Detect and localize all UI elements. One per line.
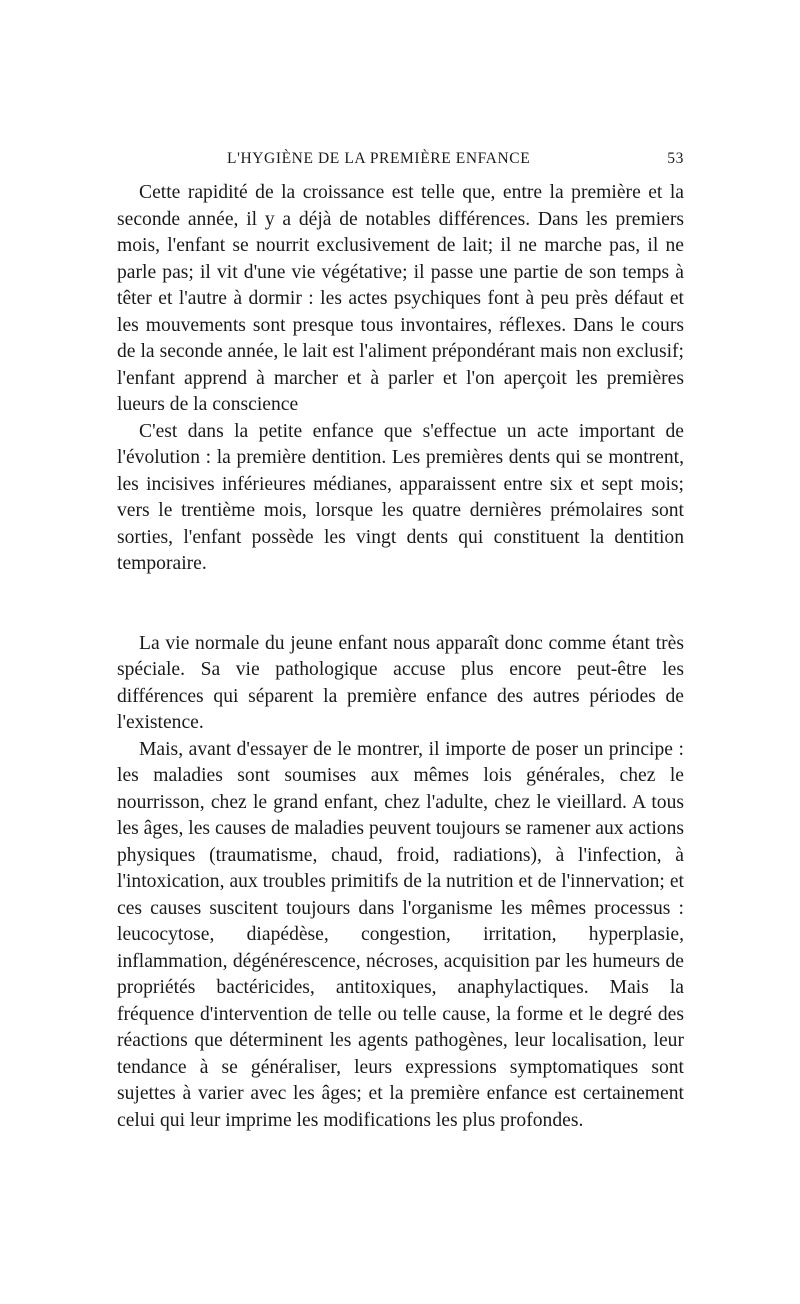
paragraph-growth: Cette rapidité de la croissance est telle que, entre la première et la seconde année, il y a déjà de notables différences. Dans les premiers mois, l'enfant se nourrit exclusivement de lait; il ne marche pas, il ne parle pas; il vit d'une vie végétative; il passe une partie de son temps à têter et l'autre à dormir : les actes psychiques font à peu près défaut et les mouvements sont presque tous invontaires, réflexes. Dans le cours de la seconde année, le lait est l'aliment prépondérant mais non exclusif; l'enfant apprend à marcher et à parler et l'on aperçoit les premières lueurs de la conscience — [117, 182, 684, 415]
page-number: 53 — [667, 150, 684, 167]
paragraph-dentition: C'est dans la petite enfance que s'effectue un acte important de l'évolution : la première dentition. Les premières dents qui se montrent, les incisives inférieures médianes, apparaissent entre six et sept mois; vers le trentième mois, lorsque les quatre dernières prémolaires sont sorties, l'enfant possède les vingt dents qui constituent la dentition temporaire. — [117, 420, 684, 574]
paragraph-pathology: La vie normale du jeune enfant nous apparaît donc comme étant très spéciale. Sa vie pathologique accuse plus encore peut-être les différences qui séparent la première enfance des autres périodes de l'existence. — [117, 632, 684, 733]
paragraph-disease-laws: Mais, avant d'essayer de le montrer, il importe de poser un principe : les maladies sont soumises aux mêmes lois générales, chez le nourrisson, chez le grand enfant, chez l'adulte, chez le vieillard. A tous les âges, les causes de maladies peuvent toujours se ramener aux actions physiques (traumatisme, chaud, froid, radiations), à l'infection, à l'intoxication, aux troubles primitifs de la nutrition et de l'innervation; et ces causes suscitent toujours dans l'organisme les mêmes processus : leucocytose, diapédèse, congestion, irritation, hyperplasie, inflammation, dégénérescence, nécroses, acquisition par les humeurs de propriétés bactéricides, antitoxiques, anaphylactiques. Mais la fréquence d'intervention de telle ou telle cause, la forme et le degré des réactions que déterminent les agents pathogènes, leur localisation, leur tendance à se généraliser, leurs expressions symptomatiques sont sujettes à varier avec les âges; et la première enfance est certainement celui qui leur imprime les modifications les plus profondes. — [117, 738, 684, 1131]
book-page — [117, 140, 684, 1134]
running-head — [117, 140, 684, 180]
section-break — [117, 578, 684, 631]
running-title: L'HYGIÈNE DE LA PREMIÈRE ENFANCE — [227, 150, 531, 167]
